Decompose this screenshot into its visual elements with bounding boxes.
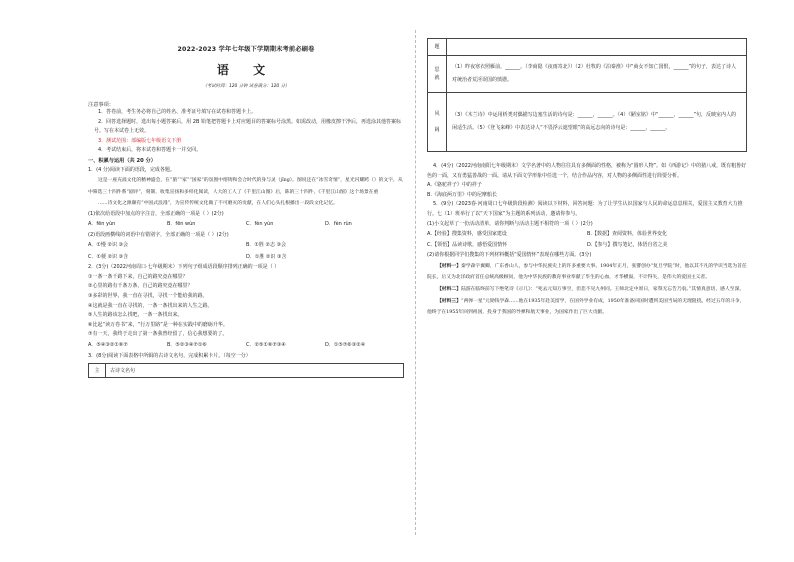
option-b[interactable]: B．fēn wùn xyxy=(167,221,196,228)
note-1: 1．答卷前，考生务必将自己的姓名、准考证号填写在试卷和答题卡上。 xyxy=(98,109,257,115)
option-c[interactable]: C．②⑤①⑥⑦③④ xyxy=(246,342,286,349)
right-column xyxy=(427,38,747,319)
q5-1-options-row1 xyxy=(427,229,747,240)
table-row-body[interactable]: （3）《木兰诗》中运用析类对偶描写边塞生活的诗句是：______，______。（4）《陋室铭》中“______，______”句，反映室内人的闲适生活。（5）《登飞来峰》中表达诗人“不畏浮云遮望眼”的高远志向的诗句是：______，______。 xyxy=(447,93,747,152)
question-1-1-options xyxy=(88,219,404,231)
option-d[interactable]: D．fèn rùn xyxy=(325,221,352,228)
q4-option-a[interactable]: A.《骆驼祥子》中的祥子 xyxy=(427,182,482,189)
q2-line-6: ⑥比起“读万卷书”来，“行万里路”是一种在实践中的磨砺升华。 xyxy=(88,321,228,328)
question-4: 4．(4分)（2022河南南阳七年级期末）文学名著中的人物往往具有多侧面的性格，被称为“圆形人物”。如《西游记》中的猪八戒，既有粗鲁好色的一面，又有勇猛善战的一面。请从下面文学形象中任选一个，结合作品内容，对人物的多侧面性进行简要分析。 xyxy=(427,163,747,179)
subject-title: 语 文 xyxy=(216,63,276,77)
table-row xyxy=(428,39,747,56)
notes-title: 注意事项： xyxy=(88,102,114,108)
question-2-options xyxy=(88,340,404,352)
material-1-label: 【材料一】 xyxy=(437,263,461,269)
q4-option-b[interactable]: B.《海底两万里》中的尼摩船长 xyxy=(427,191,498,198)
question-5: 5．(9分)（2023春·河南周口七年级阶段检测）阅读以下材料，回答问题：为了让学生认识国家与人民的命运息息相关，爱国主义教育大力推行。七（1）班举行了以“天下国家”为主题的系列活动，邀请你参与。 xyxy=(427,201,743,217)
table-header-text: 古诗文名句 xyxy=(110,368,136,375)
material-2 xyxy=(427,284,747,296)
section-heading: 一、积累与运用（共 20 分） xyxy=(88,157,156,164)
note-3-scope: 3．测试范围：部编版七年级语文下册 xyxy=(98,137,182,144)
table-row-head: 题 xyxy=(428,39,447,56)
option-c[interactable]: C．fèn yùn xyxy=(246,221,274,228)
question-1-2: (2)语段画横线的词语中有错别字，全部正确的一项是（ ）(2分) xyxy=(88,231,229,238)
poem-table-header xyxy=(88,363,404,378)
option-b[interactable]: B．①胜 ②志 ③会 xyxy=(246,242,287,249)
option-a[interactable]: A．①慢 ②识 ③会 xyxy=(88,242,129,249)
poem-table xyxy=(427,38,747,152)
material-3 xyxy=(427,296,747,319)
material-3-label: 【材料三】 xyxy=(437,298,461,304)
material-1-text: 秦学森字翼卿，广东香山人，参与中华民族史上的许多重要大事。1904年正月，张謇创办“复旦学院”时，他以其不凡的学识当选为首任院长，后又为北洋政府首任总统高级顾问，他为中华民族的教育事业奉献了毕生的心血，才华横溢，不计得失，是伟大的爱国主义者。 xyxy=(427,263,747,281)
question-5-2: (2)请你根据同学们搜集的下列材料概括“爱国情怀”表现在哪些方面。(3分) xyxy=(427,252,592,259)
note-4: 4．考试结束后，将本试卷和答题卡一并交回。 xyxy=(98,147,202,153)
table-row-head: 思 就 xyxy=(428,56,447,93)
option-d[interactable]: D．①⑤⑦⑥③②④ xyxy=(325,342,366,349)
option-a[interactable]: A．⑤④③②①⑥⑦ xyxy=(88,342,128,349)
option-a[interactable]: A．fēn yùn xyxy=(88,221,116,228)
question-2: 2．(3分)（2022河南周口·七年级期末）下列句子组成语段顺序排列正确的一项是（ ） xyxy=(88,264,280,271)
option-d[interactable]: D.【参与】撰写笔记，体悟自省之美 xyxy=(587,242,668,249)
table-label: 主 xyxy=(89,364,106,377)
question-5-1: (1)小文起草了一份活动清单，请你判断与活动主题不相符的一项（ ）(2分) xyxy=(427,220,593,227)
q2-line-7: ⑦有一天，我终于走出了第一条我曾经留了，信心我想要的了。 xyxy=(88,331,228,338)
material-2-label: 【材料二】 xyxy=(437,286,461,292)
note-2: 2．回答选择题时，选出每小题答案后，用 2B 铅笔把答题卡上对应题目的答案标号涂黑。如需改动，用橡皮擦干净后，再选涂其他答案标号。写在本试卷上无效。 xyxy=(94,118,401,134)
option-b[interactable]: B.【数据】查阅资料，体验世界变化 xyxy=(587,231,668,238)
option-c[interactable]: C．①梗 ②识 ③含 xyxy=(88,253,129,260)
question-3: 3．(8分)阅读下面表格中所辑的古诗文名句，完成积累卡片。（每空一分） xyxy=(88,352,251,359)
column-divider xyxy=(415,30,416,535)
question-1-2-options-row1 xyxy=(88,240,404,252)
table-row-head: 风 阔 xyxy=(428,93,447,152)
q2-line-3: ③多彩的世界，我一直在寻找，寻找一个能给我的路。 xyxy=(88,293,208,300)
q5-1-options-row2 xyxy=(427,240,747,251)
option-d[interactable]: D．①胜 ②识 ③含 xyxy=(246,253,287,260)
material-2-text: 陆游在临终前写下绝笔诗《示儿》：“死去元知万事空，但悲不见九州同。王师北定中原日，家祭无忘告乃翁。”其情真意切，感人至深。 xyxy=(461,286,745,292)
q2-line-1: ①一条一条千路下来，自己的路究竟在哪里？ xyxy=(88,273,188,280)
question-1: 1．(4 分)阅读下面的语段，完成各题。 xyxy=(88,166,175,173)
exam-info: （考试时间：120 分钟 试卷满分：120 分） xyxy=(202,84,290,89)
table-row-body[interactable]: （1）昨夜寒衣照雁前，______。（李商隐《夜雨寄北》）（2）杜牧的《泊秦淮》中“商女不知亡国恨，______”的句子，表达了诗人对统治者荒淫误国的愤懑。 xyxy=(447,56,747,93)
left-column xyxy=(88,44,404,378)
option-c[interactable]: C.【领悟】品读诗歌，感悟爱国情怀 xyxy=(427,242,508,249)
q2-line-4: ④这就是我一直在寻找的，一条一条找出来的人生之路。 xyxy=(88,302,213,309)
table-row-body xyxy=(447,39,747,56)
passage-paragraph-2: ……诗文化之源颇有“中国式浪漫”，为宣传传统文化做了不可磨灭的贡献，在人们心头扎根播出一段段文化记忆。 xyxy=(98,201,338,207)
q2-line-2: ②心里的路有千条万条，自己的路究竟在哪里？ xyxy=(88,283,193,290)
question-1-1: (1)依次给语段中加点的字注音，全部正确的一项是（ ）(2分) xyxy=(88,210,224,217)
exam-title: 2022-2023 学年七年级下学期期末考前必刷卷 xyxy=(177,46,315,53)
passage-paragraph-1: 这是一座充溢文化的精神盛会，在“旅”“家”“国家”的氛围中熔铸和会合时代的身与灵（jǐng）。图说还在“冰雪奇情”，星光闪耀跨（）的文字，从中筛选三十四件系“剧评”，刻制、收集宣扬和多样化阅读，人大的工人了《千里江山图》后，陈的三十四件，《千里江山图》这个场景在重 xyxy=(88,178,403,195)
question-1-2-options-row2 xyxy=(88,252,404,264)
option-b[interactable]: B．⑤②③④⑦①⑥ xyxy=(167,342,207,349)
table-row xyxy=(428,56,747,93)
option-a[interactable]: A.【经验】搜集资料，感受国家建设 xyxy=(427,231,507,238)
table-row xyxy=(428,93,747,152)
material-1 xyxy=(427,261,747,284)
material-3-text: “两弹一星”元勋钱学森……他在1935年赴美留学，在国外学业有成，1950年准备回国时遭到美国当局的无理阻挠。经过五年的斗争，他终于在1955年回到祖国，投身于我国的导弹和航天事业，为国家作出了巨大贡献。 xyxy=(427,298,745,316)
q2-line-5: ⑤人生的路该怎么找吧，一条一条找出来。 xyxy=(88,312,183,319)
